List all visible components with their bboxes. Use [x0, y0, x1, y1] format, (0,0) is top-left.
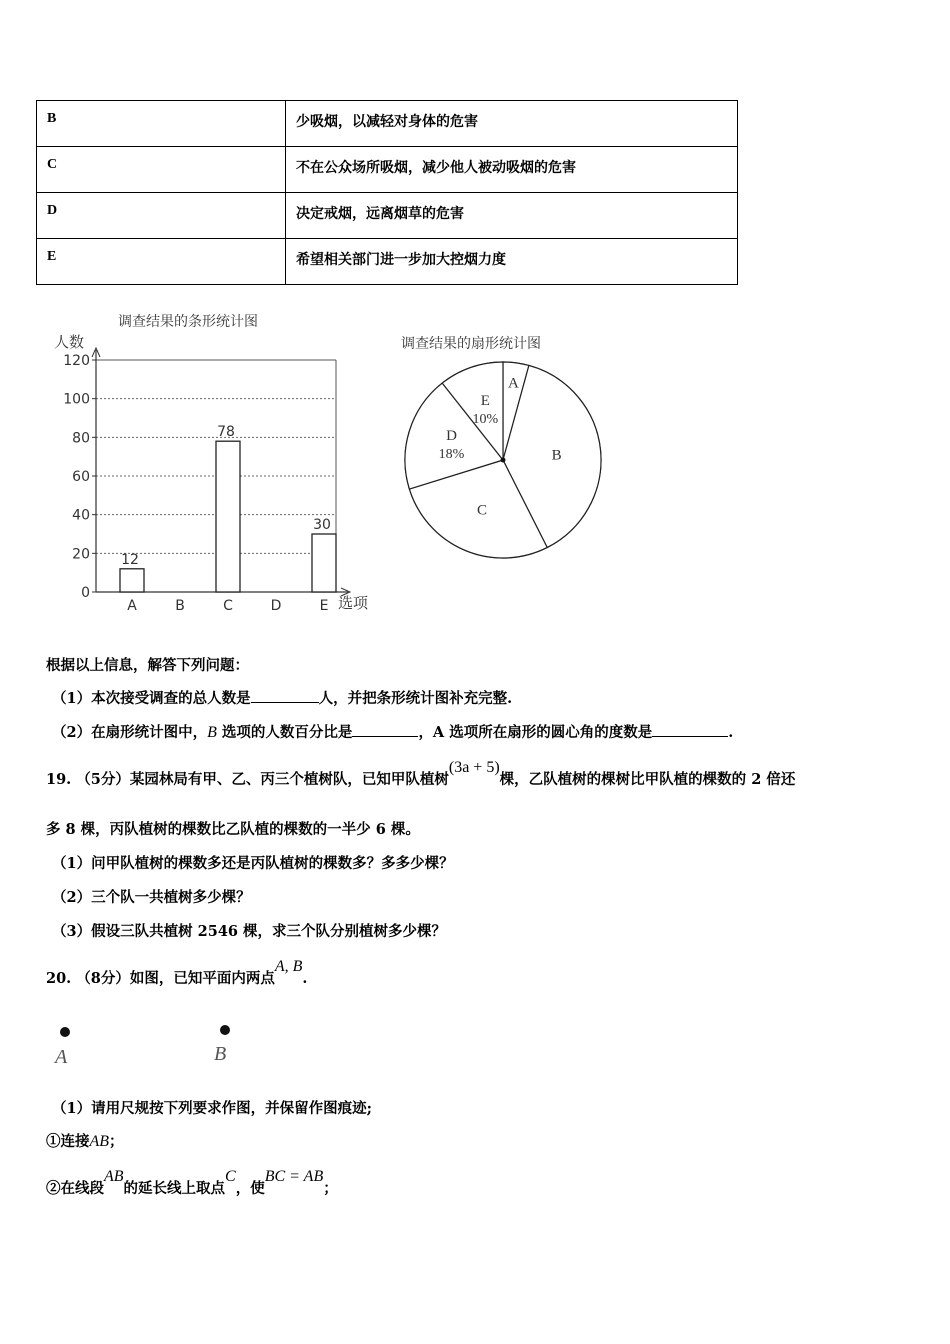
bar [120, 569, 144, 592]
bar-chart-axes [63, 348, 350, 614]
pie-slice-label: E [480, 393, 490, 410]
q19-text: 19. （5分）某园林局有甲、乙、丙三个植树队，已知甲队植树 [46, 771, 449, 788]
step-1 [46, 1130, 124, 1151]
option-text: 决定戒烟，远离烟草的危害 [286, 193, 738, 239]
pie-slice-label: C [476, 502, 487, 519]
step2-text-mid2: ，使 [235, 1180, 265, 1197]
step2-point-c: C [225, 1168, 236, 1185]
pie-slice-percent: 10% [472, 412, 499, 428]
step1-text-end: ； [109, 1133, 124, 1150]
pie-chart [395, 330, 615, 565]
q20-text: 20. （8分）如图，已知平面内两点 [46, 970, 275, 987]
y-tick-label: 40 [72, 507, 90, 524]
answer-blank[interactable] [652, 724, 728, 737]
y-tick-label: 20 [72, 546, 90, 563]
q19-text-end: 棵，乙队植树的棵树比甲队植的棵数的 2 倍还 [499, 771, 796, 788]
pie-slice-percent: 18% [438, 447, 465, 463]
question-19-3: （3）假设三队共植树 2546 棵，求三个队分别植树多少棵？ [52, 923, 447, 940]
question-19-1: （1）问甲队植树的棵数多还是丙队植树的棵数多？多多少棵？ [52, 855, 454, 872]
question-20-1: （1）请用尺规按下列要求作图，并保留作图痕迹; [52, 1100, 372, 1117]
x-tick-label: E [319, 598, 329, 614]
q20-text-end: . [302, 970, 308, 987]
step2-text: ②在线段 [46, 1180, 104, 1197]
y-tick-label: 80 [72, 430, 90, 447]
option-key: E [37, 239, 286, 285]
q18-1-text-end: 人，并把条形统计图补充完整. [318, 690, 513, 707]
bar-chart [40, 305, 390, 625]
bar [216, 441, 240, 592]
y-tick-label: 120 [63, 353, 90, 369]
option-text: 希望相关部门进一步加大控烟力度 [286, 239, 738, 285]
answer-blank[interactable] [352, 724, 418, 737]
q18-1-text: （1）本次接受调查的总人数是 [52, 690, 251, 707]
bar [312, 534, 336, 592]
x-tick-label: B [175, 598, 185, 614]
pie-slice-label: D [446, 428, 457, 445]
q18-2-text-mid2: ，A 选项所在扇形的圆心角的度数是 [418, 724, 653, 741]
bar-chart-xlabel: 选项 [338, 594, 369, 612]
y-tick-label: 60 [72, 469, 90, 485]
q18-2-text: （2）在扇形统计图中， [52, 724, 208, 741]
bar-value-label: 12 [121, 551, 139, 568]
step2-equation: BC = AB [264, 1168, 324, 1185]
q20-points: A, B [274, 958, 303, 975]
pie-slice-label: A [508, 375, 519, 392]
step2-text-mid: 的延长线上取点 [123, 1180, 226, 1197]
question-19 [46, 759, 796, 789]
y-tick-label: 0 [81, 585, 90, 601]
q18-2-text-end: . [728, 724, 734, 741]
option-text: 少吸烟，以减轻对身体的危害 [286, 101, 738, 147]
question-18-2 [52, 721, 733, 742]
point-b-label: B [214, 1043, 227, 1065]
pie-center [501, 458, 506, 463]
intro-text: 根据以上信息，解答下列问题： [46, 657, 249, 674]
bar-value-label: 30 [313, 517, 331, 533]
bar-value-label: 78 [217, 424, 235, 441]
option-row [37, 239, 738, 285]
option-key: D [37, 193, 286, 239]
bar-chart-ylabel: 人数 [54, 333, 85, 351]
option-row [37, 147, 738, 193]
q19-expression: (3a + 5) [448, 759, 500, 776]
q18-2-text-mid: 选项的人数百分比是 [216, 724, 353, 741]
x-tick-label: A [127, 598, 137, 614]
option-row [37, 193, 738, 239]
y-tick-label: 100 [63, 391, 90, 408]
option-row [37, 101, 738, 147]
answer-blank[interactable] [251, 690, 319, 703]
step1-text: ①连接 [46, 1133, 90, 1150]
x-tick-label: C [223, 598, 233, 614]
option-key: C [37, 147, 286, 193]
option-key: B [37, 101, 286, 147]
step2-text-end: ； [323, 1180, 338, 1197]
step1-segment: AB [89, 1133, 110, 1150]
question-19-cont: 多 8 棵，丙队植树的棵数比乙队植的棵数的一半少 6 棵。 [46, 821, 420, 838]
question-19-2: （2）三个队一共植树多少棵？ [52, 889, 251, 906]
pie-chart-title: 调查结果的扇形统计图 [401, 336, 541, 352]
pie-slice-label: B [551, 447, 562, 464]
bar-chart-bars [120, 424, 336, 592]
question-18-1 [52, 687, 512, 708]
q18-2-b-var: B [207, 724, 217, 741]
bar-chart-title: 调查结果的条形统计图 [118, 314, 258, 330]
point-a-dot [60, 1027, 70, 1037]
options-table [36, 100, 738, 285]
option-text: 不在公众场所吸烟，减少他人被动吸烟的危害 [286, 147, 738, 193]
points-figure [40, 1015, 280, 1075]
point-b-dot [220, 1025, 230, 1035]
pie-chart-slices [405, 362, 601, 558]
point-a-label: A [55, 1046, 68, 1068]
question-20 [46, 958, 308, 988]
step2-segment: AB [104, 1168, 124, 1185]
step-2 [46, 1168, 338, 1198]
x-tick-label: D [270, 598, 282, 614]
